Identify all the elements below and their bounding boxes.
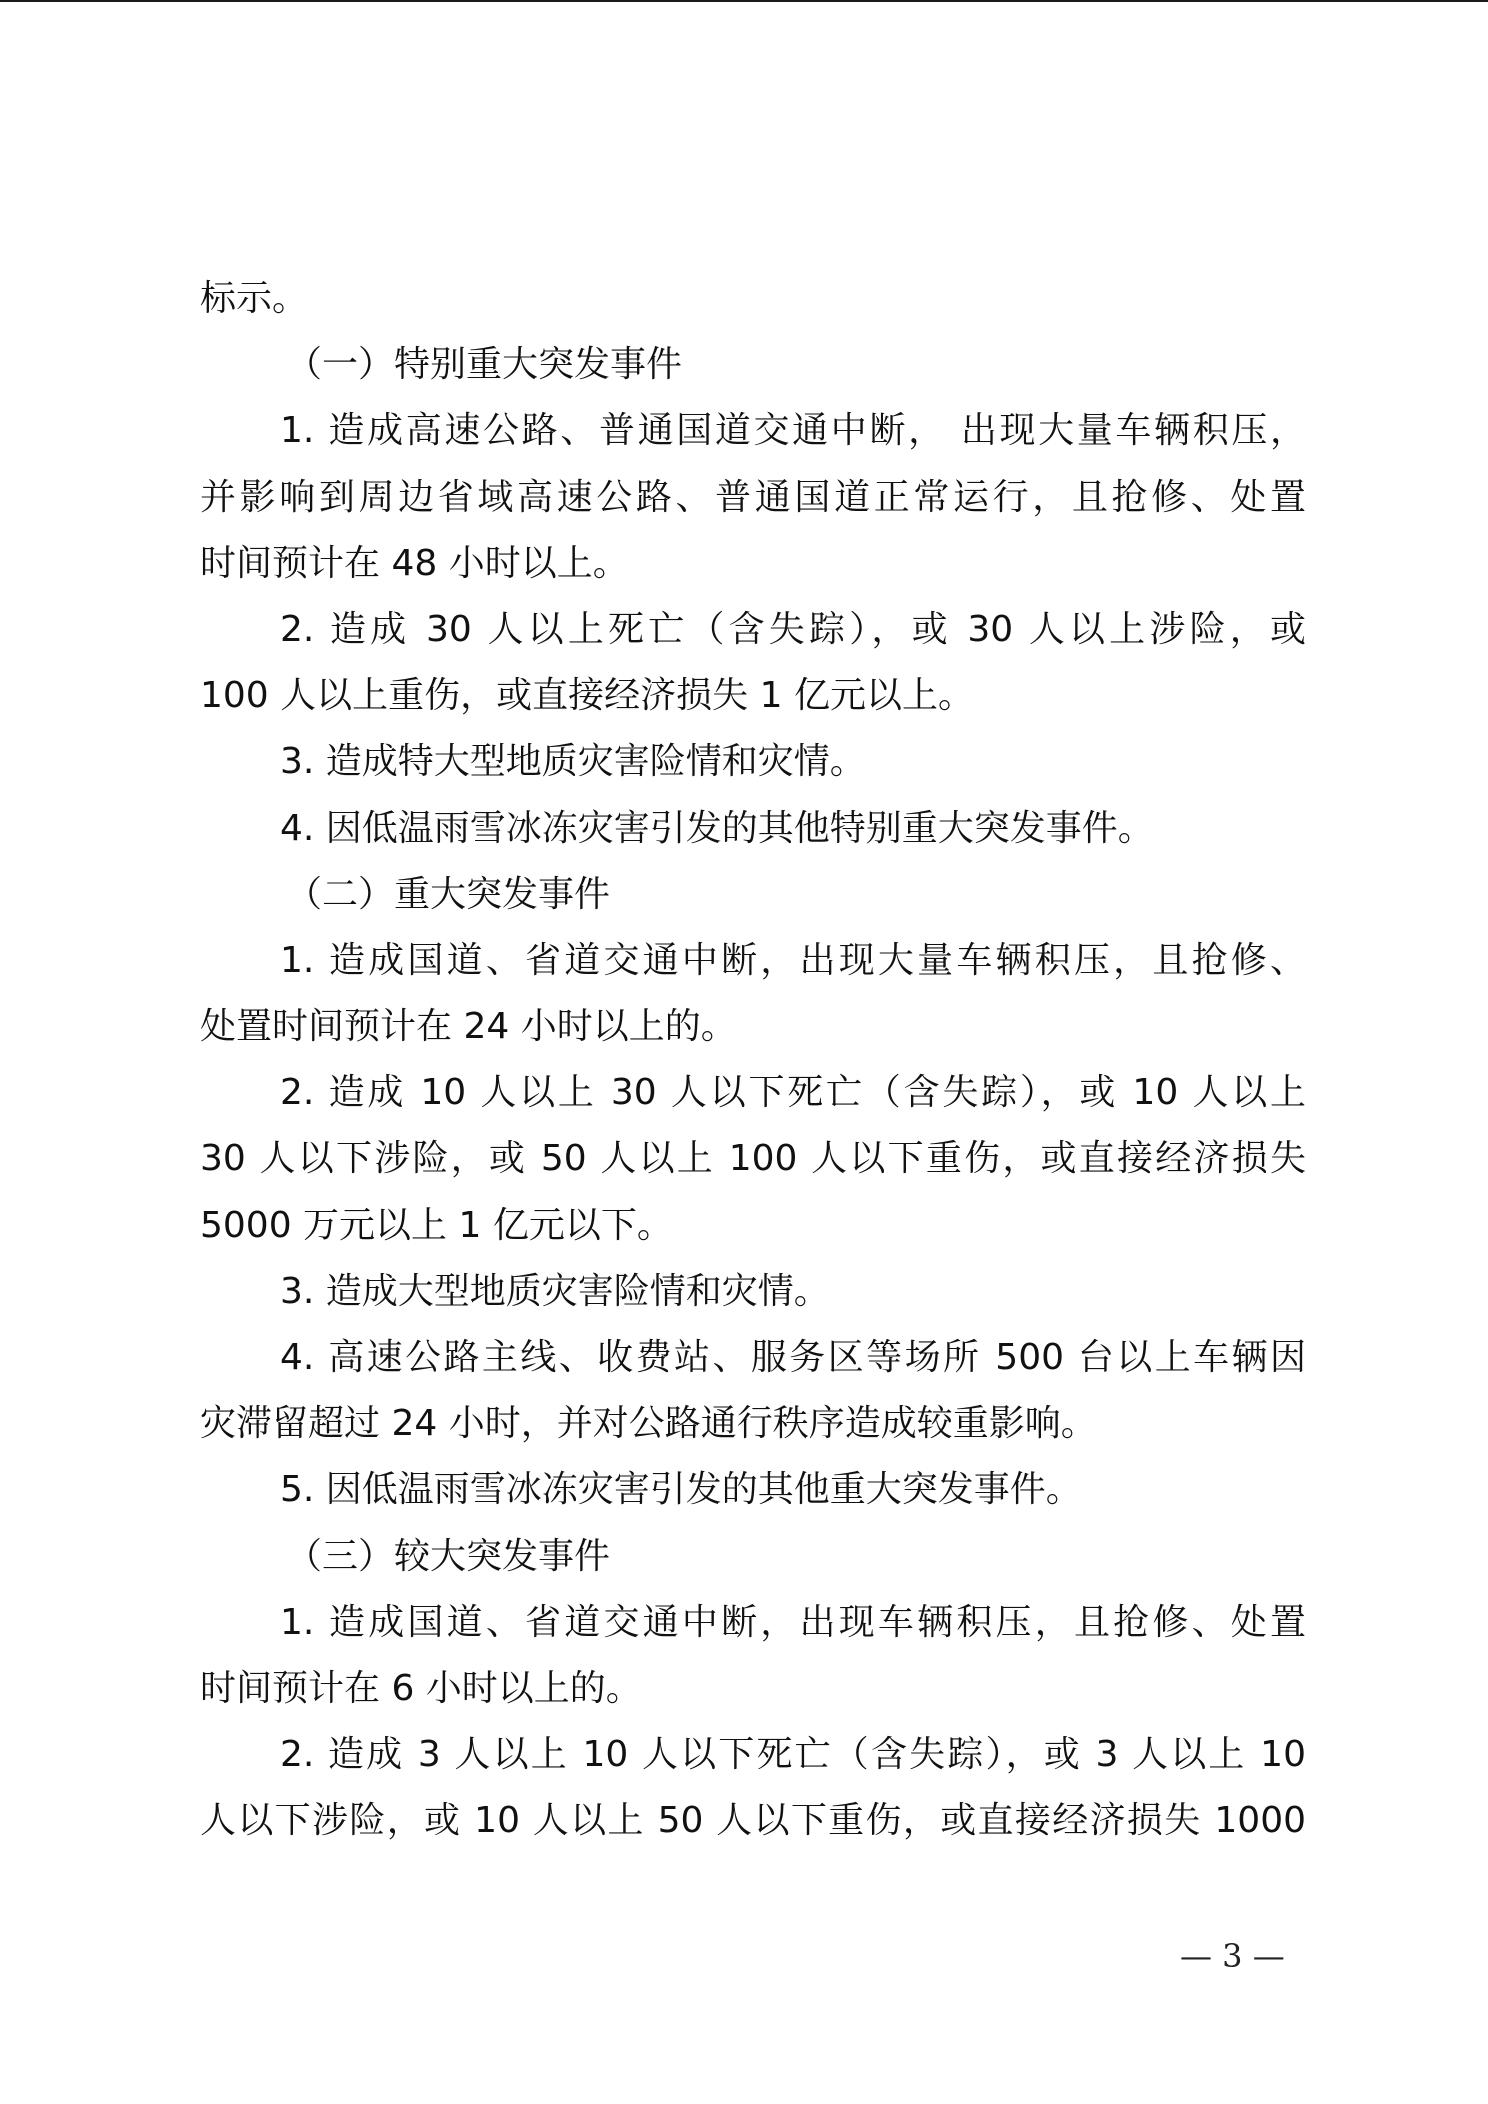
paragraph-line: 处置时间预计在 24 小时以上的。 xyxy=(200,1006,737,1048)
section-heading: （三）较大突发事件 xyxy=(286,1535,611,1577)
page-number: — 3 — xyxy=(1180,1937,1285,1975)
paragraph-line: 4. 因低温雨雪冰冻灾害引发的其他特别重大突发事件。 xyxy=(280,807,1154,849)
paragraph-line: 时间预计在 6 小时以上的。 xyxy=(200,1667,642,1709)
paragraph-line: 2. 造成 30 人以上死亡（含失踪），或 30 人以上涉险，或 xyxy=(280,608,1306,650)
paragraph-line: 时间预计在 48 小时以上。 xyxy=(200,542,629,584)
section-heading: （二）重大突发事件 xyxy=(286,873,611,915)
paragraph-line: 2. 造成 3 人以上 10 人以下死亡（含失踪），或 3 人以上 10 xyxy=(280,1734,1306,1776)
page-top-border xyxy=(0,0,1488,2)
paragraph-line: 100 人以上重伤，或直接经济损失 1 亿元以上。 xyxy=(200,675,974,717)
paragraph-line: 5. 因低温雨雪冰冻灾害引发的其他重大突发事件。 xyxy=(280,1469,1082,1511)
paragraph-line: 标示。 xyxy=(200,278,309,319)
paragraph-line: 2. 造成 10 人以上 30 人以下死亡（含失踪），或 10 人以上 xyxy=(280,1072,1306,1114)
paragraph-line: 3. 造成特大型地质灾害险情和灾情。 xyxy=(280,741,866,783)
section-heading: （一）特别重大突发事件 xyxy=(286,344,683,386)
paragraph-line: 3. 造成大型地质灾害险情和灾情。 xyxy=(280,1270,830,1312)
paragraph-line: 1. 造成高速公路、普通国道交通中断， 出现大量车辆积压， xyxy=(280,410,1306,452)
paragraph-line: 人以下涉险，或 10 人以上 50 人以下重伤，或直接经济损失 1000 xyxy=(200,1800,1306,1842)
paragraph-line: 灾滞留超过 24 小时，并对公路通行秩序造成较重影响。 xyxy=(200,1403,1097,1445)
paragraph-line: 5000 万元以上 1 亿元以下。 xyxy=(200,1204,673,1246)
paragraph-line: 并影响到周边省域高速公路、普通国道正常运行，且抢修、处置 xyxy=(200,476,1306,518)
paragraph-line: 30 人以下涉险，或 50 人以上 100 人以下重伤，或直接经济损失 xyxy=(200,1138,1306,1180)
paragraph-line: 4. 高速公路主线、收费站、服务区等场所 500 台以上车辆因 xyxy=(280,1337,1306,1378)
document-page xyxy=(200,266,1306,1855)
paragraph-line: 1. 造成国道、省道交通中断，出现大量车辆积压，且抢修、 xyxy=(280,939,1306,981)
paragraph-line: 1. 造成国道、省道交通中断，出现车辆积压，且抢修、处置 xyxy=(280,1601,1306,1643)
